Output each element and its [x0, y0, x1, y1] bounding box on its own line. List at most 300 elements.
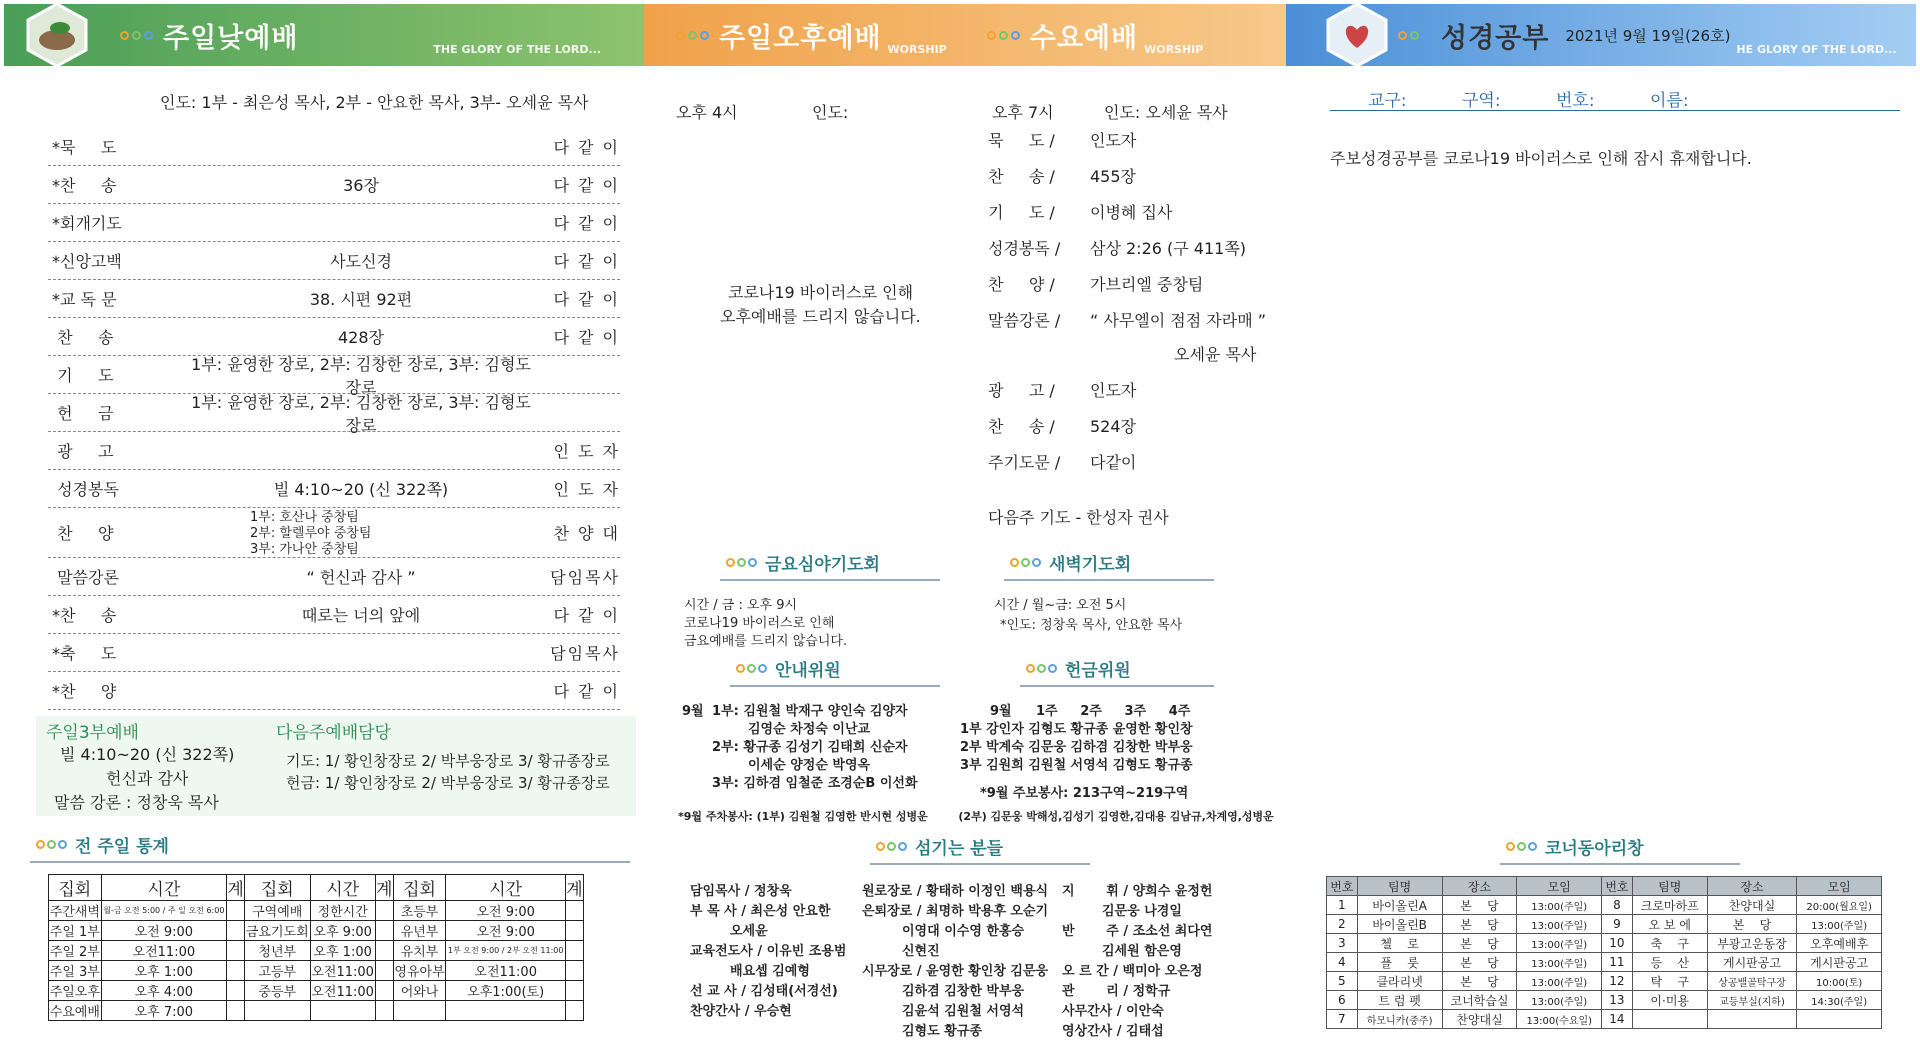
clubs-cell: 13:00(주일)	[1517, 896, 1602, 915]
stats-cell: 오전 9:00	[446, 901, 566, 921]
clubs-cell: 바이올린B	[1357, 915, 1442, 934]
clubs-header-cell: 모임	[1797, 877, 1882, 896]
order-item: *찬 송	[52, 606, 117, 625]
stats-cell: 유치부	[393, 941, 446, 961]
clubs-cell: 3	[1327, 934, 1358, 953]
order-content: 빌 4:10~20 (신 322쪽)	[273, 480, 449, 499]
clubs-header-cell: 팀명	[1632, 877, 1707, 896]
bullet-dots	[676, 31, 709, 40]
issue-date: 2021년 9월 19일(26호)	[1565, 26, 1731, 45]
divider	[1330, 110, 1900, 111]
order-content: 36장	[343, 176, 379, 195]
ushers-line: 2부: 황규종 김성기 김태희 신순자	[712, 740, 908, 755]
next-prayer: 다음주 기도 - 한성자 권사	[988, 508, 1169, 527]
header-bible-study	[1286, 4, 1916, 66]
order-item: 찬 송	[52, 328, 114, 347]
hands-icon	[24, 2, 90, 68]
order-content: 1부: 윤영한 장로, 2부: 김창한 장로, 3부: 김형도 장로	[191, 392, 531, 435]
offering-heading: 헌금위원	[1020, 656, 1214, 687]
clubs-cell: 바이올린A	[1357, 896, 1442, 915]
wednesday-item: 기 도 /	[988, 203, 1055, 222]
table-row	[1327, 1010, 1882, 1029]
servant-line: 부 목 사 / 최은성 안요한	[690, 904, 831, 919]
clubs-header-cell: 장소	[1442, 877, 1517, 896]
clubs-cell: 13:00(주일)	[1797, 915, 1882, 934]
order-leader: 인 도 자	[553, 480, 620, 499]
clubs-header-cell: 번호	[1602, 877, 1633, 896]
clubs-header-row	[1327, 877, 1882, 896]
clubs-cell: 오후예배후	[1797, 934, 1882, 953]
offering-line: 2부 박계숙 김문웅 김하겸 김창한 박부웅	[960, 740, 1193, 755]
stats-header-row	[49, 875, 584, 901]
bible-label-number: 번호:	[1556, 91, 1595, 111]
stats-cell	[227, 921, 245, 941]
wednesday-value: “ 사무엘이 점점 자라매 ”	[1090, 311, 1267, 330]
order-content: 사도신경	[330, 252, 392, 271]
stats-cell	[227, 961, 245, 981]
stats-header-cell: 집회	[49, 875, 102, 901]
dawn-time: 시간 / 월~금: 오전 5시	[994, 598, 1127, 613]
stats-header-cell: 계	[375, 875, 393, 901]
order-leader: 다 같 이	[553, 176, 620, 195]
order-row	[48, 354, 620, 397]
clubs-cell: 13:00(주일)	[1517, 934, 1602, 953]
header-subtitle: THE GLORY OF THE LORD...	[433, 43, 601, 56]
clubs-cell: 13:00(주일)	[1517, 991, 1602, 1010]
afternoon-notice-2: 오후예배를 드리지 않습니다.	[720, 307, 921, 326]
servant-line: 김세원 함은영	[1102, 944, 1182, 959]
clubs-table	[1326, 876, 1882, 1029]
stats-heading: 전 주일 통계	[30, 832, 630, 863]
bible-notice: 주보성경공부를 코로나19 바이러스로 인해 잠시 휴재합니다.	[1330, 149, 1752, 168]
table-row	[49, 901, 584, 921]
clubs-cell: 등 산	[1632, 953, 1707, 972]
order-leader: 담임목사	[550, 568, 620, 587]
next-week-title: 다음주예배담당	[276, 723, 391, 743]
servant-line: 사무간사 / 이안숙	[1062, 1004, 1164, 1019]
wednesday-item: 찬 양 /	[988, 275, 1055, 294]
table-row	[1327, 953, 1882, 972]
stats-cell: 고등부	[244, 961, 310, 981]
order-row	[48, 672, 620, 710]
stats-cell	[566, 961, 584, 981]
servant-line: 교육전도사 / 이유빈 조용범	[690, 944, 847, 959]
stats-cell	[566, 941, 584, 961]
clubs-cell: 10	[1602, 934, 1633, 953]
order-row	[48, 166, 620, 204]
stats-header-cell: 계	[566, 875, 584, 901]
clubs-cell: 오 보 에	[1632, 915, 1707, 934]
order-row	[48, 392, 620, 435]
header-afternoon	[644, 4, 1286, 66]
stats-cell	[375, 941, 393, 961]
clubs-header-cell: 장소	[1707, 877, 1797, 896]
clubs-cell: 축 구	[1632, 934, 1707, 953]
header-title-wednesday: 수요예배	[1029, 22, 1139, 54]
clubs-cell: 13:00(주일)	[1517, 915, 1602, 934]
third-service-theme: 헌신과 감사	[106, 769, 189, 788]
order-content: 때로는 너의 앞에	[301, 606, 421, 625]
stats-cell: 수요예배	[49, 1001, 102, 1021]
stats-header-cell: 시간	[446, 875, 566, 901]
clubs-cell: 13:00(주일)	[1517, 953, 1602, 972]
next-week-offering: 헌금: 1/ 황인창장로 2/ 박부웅장로 3/ 황규종장로	[286, 774, 610, 792]
wednesday-item: 묵 도 /	[988, 131, 1055, 150]
stats-cell: 오후 1:00	[310, 941, 375, 961]
servant-line: 반 주 / 조소선 최다연	[1062, 924, 1213, 939]
wednesday-value: 가브리엘 중창팀	[1090, 275, 1204, 294]
order-leader: 인 도 자	[553, 442, 620, 461]
order-content: “ 헌신과 감사 ”	[306, 568, 416, 587]
stats-cell: 주간새벽	[49, 901, 102, 921]
clubs-cell: 1	[1327, 896, 1358, 915]
servant-line: 오 르 간 / 백미아 오은정	[1062, 964, 1203, 979]
order-row	[48, 128, 620, 166]
clubs-cell: 본 당	[1707, 915, 1797, 934]
header-title: 주일낮예배	[163, 22, 299, 54]
clubs-cell: 클라리넷	[1357, 972, 1442, 991]
bible-label-zone: 구역:	[1462, 91, 1501, 111]
ushers-month: 9월	[682, 704, 704, 719]
order-item: *회개기도	[52, 214, 122, 233]
wednesday-value: 524장	[1090, 417, 1136, 436]
servant-line: 오세윤	[730, 924, 768, 939]
servant-line: 은퇴장로 / 최명하 박용후 오순기	[862, 904, 1049, 919]
service-leaders: 인도: 1부 - 최은성 목사, 2부 - 안요한 목사, 3부- 오세윤 목사	[160, 93, 589, 112]
friday-time: 시간 / 금 : 오후 9시	[684, 598, 798, 613]
clubs-cell: 하모니카(중주)	[1357, 1010, 1442, 1029]
stats-cell	[227, 981, 245, 1001]
order-leader: 담임목사	[550, 644, 620, 663]
stats-cell: 오후1:00(토)	[446, 981, 566, 1001]
clubs-cell: 상공밸골탁구장	[1707, 972, 1797, 991]
stats-cell: 1부 오전 9:00 / 2부 오전 11:00	[446, 941, 566, 961]
stats-cell: 오후 9:00	[310, 921, 375, 941]
third-service-title: 주일3부예배	[46, 723, 139, 743]
stats-header-cell: 시간	[310, 875, 375, 901]
order-item: 성경봉독	[52, 480, 119, 499]
wednesday-value: 인도자	[1090, 131, 1137, 150]
clubs-cell	[1632, 1010, 1707, 1029]
header-subtitle: HE GLORY OF THE LORD...	[1736, 43, 1897, 56]
servant-line: 김형도 황규종	[902, 1024, 982, 1039]
wednesday-preacher: 오세윤 목사	[1174, 345, 1257, 364]
order-item: 광 고	[52, 442, 114, 461]
clubs-cell: 14	[1602, 1010, 1633, 1029]
clubs-cell: 크로마하프	[1632, 896, 1707, 915]
order-row	[48, 596, 620, 634]
servant-line: 담임목사 / 정창욱	[690, 884, 792, 899]
clubs-cell: 탁 구	[1632, 972, 1707, 991]
stats-header-cell: 계	[227, 875, 245, 901]
third-service-verse: 빌 4:10~20 (신 322쪽)	[60, 745, 235, 764]
servant-line: 영상간사 / 김태섭	[1062, 1024, 1164, 1039]
clubs-cell: 본 당	[1442, 915, 1517, 934]
stats-cell	[375, 961, 393, 981]
dawn-leaders: *인도: 정창욱 목사, 안요한 목사	[1000, 618, 1183, 633]
ushers-line: 3부: 김하겸 임철준 조경순B 이선화	[712, 776, 918, 791]
clubs-cell: 13	[1602, 991, 1633, 1010]
clubs-cell: 4	[1327, 953, 1358, 972]
wednesday-value: 인도자	[1090, 381, 1137, 400]
stats-cell: 주일 2부	[49, 941, 102, 961]
order-leader: 찬 양 대	[553, 524, 620, 543]
servant-line: 원로장로 / 황태하 이정인 백용식	[862, 884, 1049, 899]
clubs-cell: 본 당	[1442, 896, 1517, 915]
wednesday-time: 오후 7시	[992, 103, 1054, 122]
servant-line: 김윤석 김원철 서영석	[902, 1004, 1025, 1019]
clubs-cell: 9	[1602, 915, 1633, 934]
stats-cell: 중등부	[244, 981, 310, 1001]
servant-line: 선 교 사 / 김성태(서경선)	[690, 984, 838, 999]
bullet-dots	[1398, 31, 1431, 40]
table-row	[49, 961, 584, 981]
stats-cell	[446, 1001, 566, 1021]
clubs-cell: 14:30(주일)	[1797, 991, 1882, 1010]
stats-cell	[375, 981, 393, 1001]
clubs-cell: 8	[1602, 896, 1633, 915]
dawn-heading: 새벽기도회	[1004, 550, 1214, 581]
clubs-cell: 11	[1602, 953, 1633, 972]
ushers-heading: 안내위원	[730, 656, 940, 687]
bullet-dots	[120, 31, 153, 40]
clubs-cell: 12	[1602, 972, 1633, 991]
order-item: 찬 양	[52, 524, 114, 543]
order-item: 말씀강론	[52, 568, 119, 587]
stats-cell: 어와나	[393, 981, 446, 1001]
servant-line: 신현진	[902, 944, 940, 959]
clubs-cell: 플 룻	[1357, 953, 1442, 972]
stats-cell: 구역예배	[244, 901, 310, 921]
next-week-prayer: 기도: 1/ 황인창장로 2/ 박부웅장로 3/ 황규종장로	[286, 752, 610, 770]
bible-label-district: 교구:	[1368, 91, 1407, 111]
order-row	[48, 204, 620, 242]
header-subtitle: WORSHIP	[1144, 43, 1204, 56]
clubs-cell: 본 당	[1442, 934, 1517, 953]
servant-line: 찬양간사 / 우승현	[690, 1004, 792, 1019]
header-title: 주일오후예배	[719, 22, 882, 54]
stats-cell	[375, 1001, 393, 1021]
servant-line: 김하겸 김창한 박부웅	[902, 984, 1025, 999]
afternoon-notice: 코로나19 바이러스로 인해	[728, 283, 914, 302]
clubs-heading: 코너동아리창	[1500, 834, 1740, 865]
stats-cell	[227, 1001, 245, 1021]
stats-cell: 영유아부	[393, 961, 446, 981]
clubs-header-cell: 팀명	[1357, 877, 1442, 896]
order-leader: 다 같 이	[553, 290, 620, 309]
stats-cell: 오전11:00	[310, 961, 375, 981]
friday-notice: 코로나19 바이러스로 인해	[684, 616, 835, 631]
order-item: *찬 양	[52, 682, 117, 701]
clubs-cell: 13:00(주일)	[1517, 972, 1602, 991]
stats-cell	[566, 1001, 584, 1021]
order-row	[48, 280, 620, 318]
order-leader: 다 같 이	[553, 138, 620, 157]
offering-weeks: 1주 2주 3주 4주	[1036, 704, 1191, 719]
servant-line: 관 리 / 정학규	[1062, 984, 1171, 999]
clubs-cell: 부광고운동장	[1707, 934, 1797, 953]
ushers-line: 김영순 차정숙 이난교	[748, 722, 871, 737]
clubs-cell: 트 럼 펫	[1357, 991, 1442, 1010]
choir-list: 1부: 호산나 중창팀 2부: 할렐루야 중창팀 3부: 가나안 중창팀	[250, 510, 372, 557]
stats-cell	[375, 901, 393, 921]
bullet-dots	[987, 31, 1020, 40]
order-row	[48, 318, 620, 356]
table-row	[49, 921, 584, 941]
friday-heading: 금요심야기도회	[720, 550, 940, 581]
stats-header-cell: 시간	[101, 875, 226, 901]
header-sunday-morning	[4, 4, 644, 66]
table-row	[1327, 934, 1882, 953]
wednesday-value: 삼상 2:26 (구 411쪽)	[1090, 239, 1247, 258]
afternoon-time: 오후 4시	[676, 103, 738, 122]
stats-cell: 오전 9:00	[101, 921, 226, 941]
clubs-cell	[1707, 1010, 1797, 1029]
order-leader: 다 같 이	[553, 606, 620, 625]
clubs-cell: 2	[1327, 915, 1358, 934]
order-leader: 다 같 이	[553, 252, 620, 271]
stats-cell	[227, 901, 245, 921]
order-item: *묵 도	[52, 138, 117, 157]
order-leader: 다 같 이	[553, 328, 620, 347]
clubs-cell: 게시판공고	[1707, 953, 1797, 972]
clubs-cell: 6	[1327, 991, 1358, 1010]
wednesday-item: 성경봉독 /	[988, 239, 1061, 258]
stats-header-cell: 집회	[393, 875, 446, 901]
order-row	[48, 432, 620, 470]
clubs-cell: 코너학습실	[1442, 991, 1517, 1010]
order-item: *축 도	[52, 644, 117, 663]
order-row	[48, 242, 620, 280]
header-subtitle: WORSHIP	[887, 43, 947, 56]
offering-line: 3부 김원희 김원철 서영석 김형도 황규종	[960, 758, 1193, 773]
clubs-header-cell: 모임	[1517, 877, 1602, 896]
order-item: *교 독 문	[52, 290, 117, 309]
wednesday-value: 이병혜 집사	[1090, 203, 1173, 222]
order-leader: 다 같 이	[553, 682, 620, 701]
clubs-cell: 10:00(토)	[1797, 972, 1882, 991]
stats-cell	[227, 941, 245, 961]
clubs-cell: 게시판공고	[1797, 953, 1882, 972]
order-leader: 다 같 이	[553, 214, 620, 233]
parking-service: *9월 주차봉사: (1부) 김원철 김영한 반시현 성병운 (2부) 김문웅 박해성,김성기 김영한,김대용 김남규,차계영,성병운	[678, 810, 1274, 823]
bulletin-service-zone: *9월 주보봉사: 213구역~219구역	[980, 786, 1189, 801]
clubs-cell: 20:00(월요일)	[1797, 896, 1882, 915]
clubs-cell: 13:00(수요일)	[1517, 1010, 1602, 1029]
order-row	[48, 470, 620, 508]
afternoon-leader: 인도:	[812, 103, 849, 122]
stats-cell: 오후 4:00	[101, 981, 226, 1001]
stats-cell	[375, 921, 393, 941]
servant-line: 배요셉 김예형	[730, 964, 810, 979]
clubs-cell	[1797, 1010, 1882, 1029]
bible-label-name: 이름:	[1650, 91, 1689, 111]
order-item: *신앙고백	[52, 252, 122, 271]
table-row	[1327, 972, 1882, 991]
stats-cell: 주일 3부	[49, 961, 102, 981]
servant-line: 시무장로 / 윤영한 황인창 김문웅	[862, 964, 1049, 979]
clubs-cell: 이·미용	[1632, 991, 1707, 1010]
stats-cell	[566, 981, 584, 1001]
wednesday-item: 광 고 /	[988, 381, 1055, 400]
table-row	[49, 941, 584, 961]
table-row	[1327, 991, 1882, 1010]
clubs-header-cell: 번호	[1327, 877, 1358, 896]
order-item: *찬 송	[52, 176, 117, 195]
stats-cell: 오전11:00	[310, 981, 375, 1001]
stats-cell: 금요기도회	[244, 921, 310, 941]
servant-line: 지 휘 / 양희수 윤정헌	[1062, 884, 1213, 899]
stats-cell: 주일 1부	[49, 921, 102, 941]
servant-line: 이영대 이수영 한홍승	[902, 924, 1025, 939]
offering-line: 1부 강인자 김형도 황규종 윤영한 황인창	[960, 722, 1193, 737]
heart-hands-icon	[1324, 2, 1390, 68]
servant-line: 김문웅 나경일	[1102, 904, 1182, 919]
stats-cell: 오후 1:00	[101, 961, 226, 981]
order-content: 428장	[338, 328, 384, 347]
wednesday-item: 주기도문 /	[988, 453, 1061, 472]
stats-header-cell: 집회	[244, 875, 310, 901]
table-row	[49, 981, 584, 1001]
clubs-cell: 첼 로	[1357, 934, 1442, 953]
order-item: 헌 금	[52, 404, 114, 423]
wednesday-value: 다같이	[1090, 453, 1137, 472]
clubs-cell: 본 당	[1442, 972, 1517, 991]
stats-cell: 오전11:00	[446, 961, 566, 981]
order-item: 기 도	[52, 366, 114, 385]
stats-cell: 오후 7:00	[101, 1001, 226, 1021]
ushers-line: 1부: 김원철 박재구 양인숙 김양자	[712, 704, 908, 719]
stats-cell: 주일오후	[49, 981, 102, 1001]
wednesday-leader: 인도: 오세윤 목사	[1104, 103, 1228, 122]
stats-cell: 유년부	[393, 921, 446, 941]
order-row	[48, 558, 620, 596]
wednesday-item: 찬 송 /	[988, 417, 1055, 436]
header-title: 성경공부	[1441, 22, 1550, 54]
stats-cell: 오전11:00	[101, 941, 226, 961]
stats-table	[48, 874, 584, 1021]
clubs-cell: 교등부실(지하)	[1707, 991, 1797, 1010]
stats-cell: 정한시간	[310, 901, 375, 921]
table-row	[1327, 896, 1882, 915]
stats-cell: 청년부	[244, 941, 310, 961]
order-content: 1부: 윤영한 장로, 2부: 김창한 장로, 3부: 김형도 장로	[191, 354, 531, 397]
table-row	[49, 1001, 584, 1021]
clubs-cell: 7	[1327, 1010, 1358, 1029]
stats-cell	[566, 921, 584, 941]
wednesday-item: 찬 송 /	[988, 167, 1055, 186]
third-service-preacher: 말씀 강론 : 정창욱 목사	[54, 793, 219, 812]
table-row	[1327, 915, 1882, 934]
stats-cell: 오전 9:00	[446, 921, 566, 941]
order-row	[48, 634, 620, 672]
clubs-cell: 5	[1327, 972, 1358, 991]
clubs-cell: 찬양대실	[1442, 1010, 1517, 1029]
order-content: 38. 시편 92편	[309, 290, 413, 309]
wednesday-item: 말씀강론 /	[988, 311, 1061, 330]
stats-cell	[244, 1001, 310, 1021]
stats-cell	[393, 1001, 446, 1021]
ushers-line: 이세순 양정순 박영옥	[748, 758, 871, 773]
servants-heading: 섬기는 분들	[870, 834, 1090, 865]
stats-cell: 초등부	[393, 901, 446, 921]
stats-cell	[566, 901, 584, 921]
offering-month: 9월	[990, 704, 1012, 719]
stats-cell: 월-금 오전 5:00 / 주 일 오전 6:00	[101, 901, 226, 921]
clubs-cell: 찬양대실	[1707, 896, 1797, 915]
wednesday-value: 455장	[1090, 167, 1136, 186]
clubs-cell: 본 당	[1442, 953, 1517, 972]
